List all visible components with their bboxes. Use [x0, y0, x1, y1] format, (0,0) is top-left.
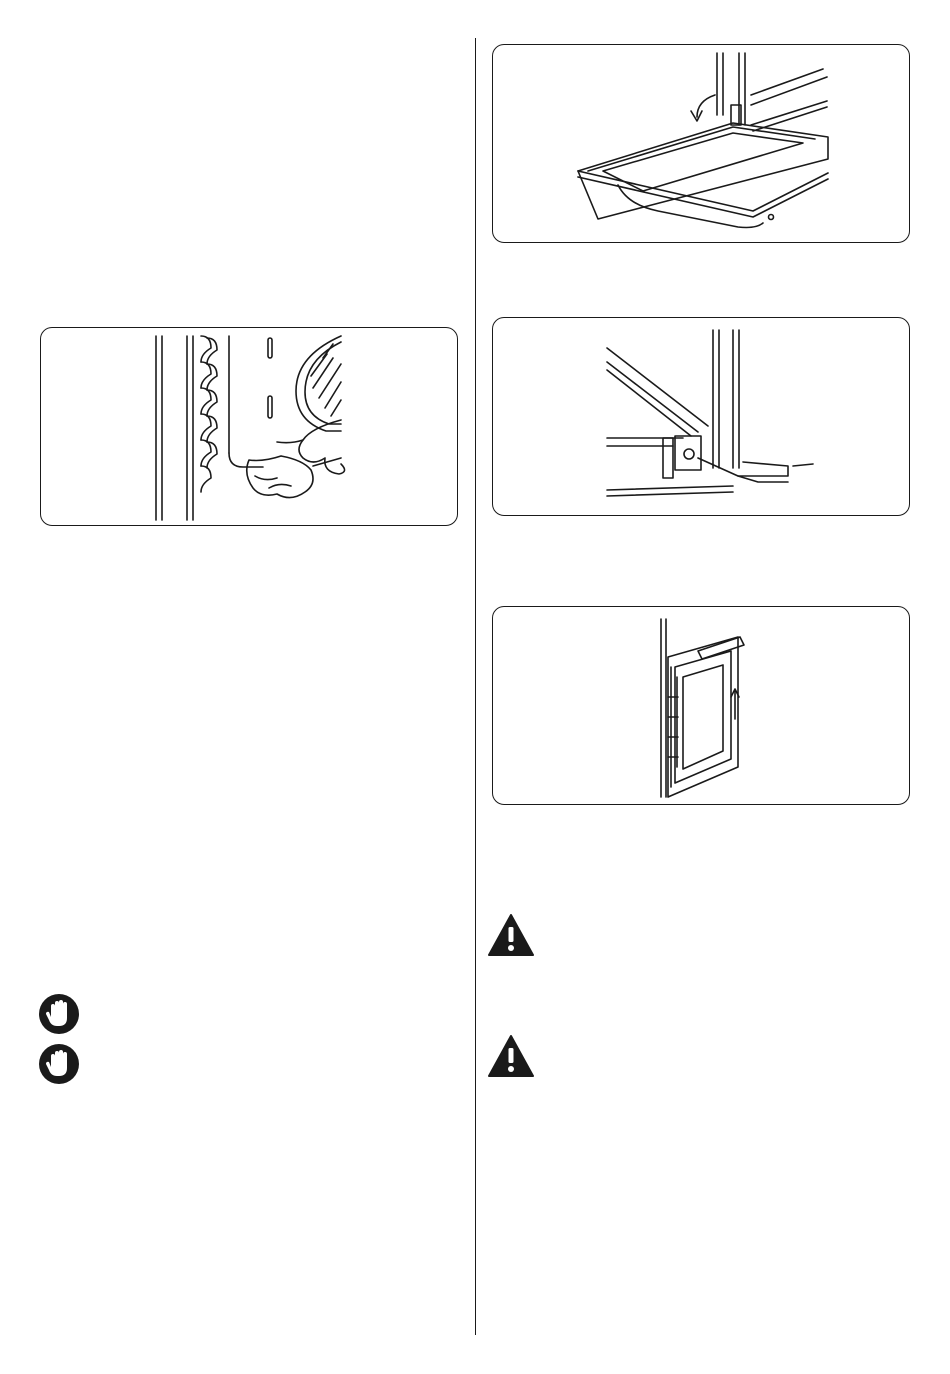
hand-stop-icon: [38, 993, 80, 1035]
door-lift-off-illustration: [493, 607, 910, 805]
warning-triangle-icon: [487, 1034, 535, 1078]
oven-interior-cleaning-illustration: [41, 328, 458, 526]
figure-door-lift-off: [492, 606, 910, 805]
figure-oven-interior-cleaning: [40, 327, 458, 526]
column-divider: [475, 38, 476, 1335]
warning-triangle-icon: [487, 913, 535, 957]
hand-stop-icon: [38, 1043, 80, 1085]
door-hinge-lever-illustration: [493, 45, 910, 243]
figure-door-hinge-detail: [492, 317, 910, 516]
door-hinge-detail-illustration: [493, 318, 910, 516]
figure-door-hinge-lever-open: [492, 44, 910, 243]
